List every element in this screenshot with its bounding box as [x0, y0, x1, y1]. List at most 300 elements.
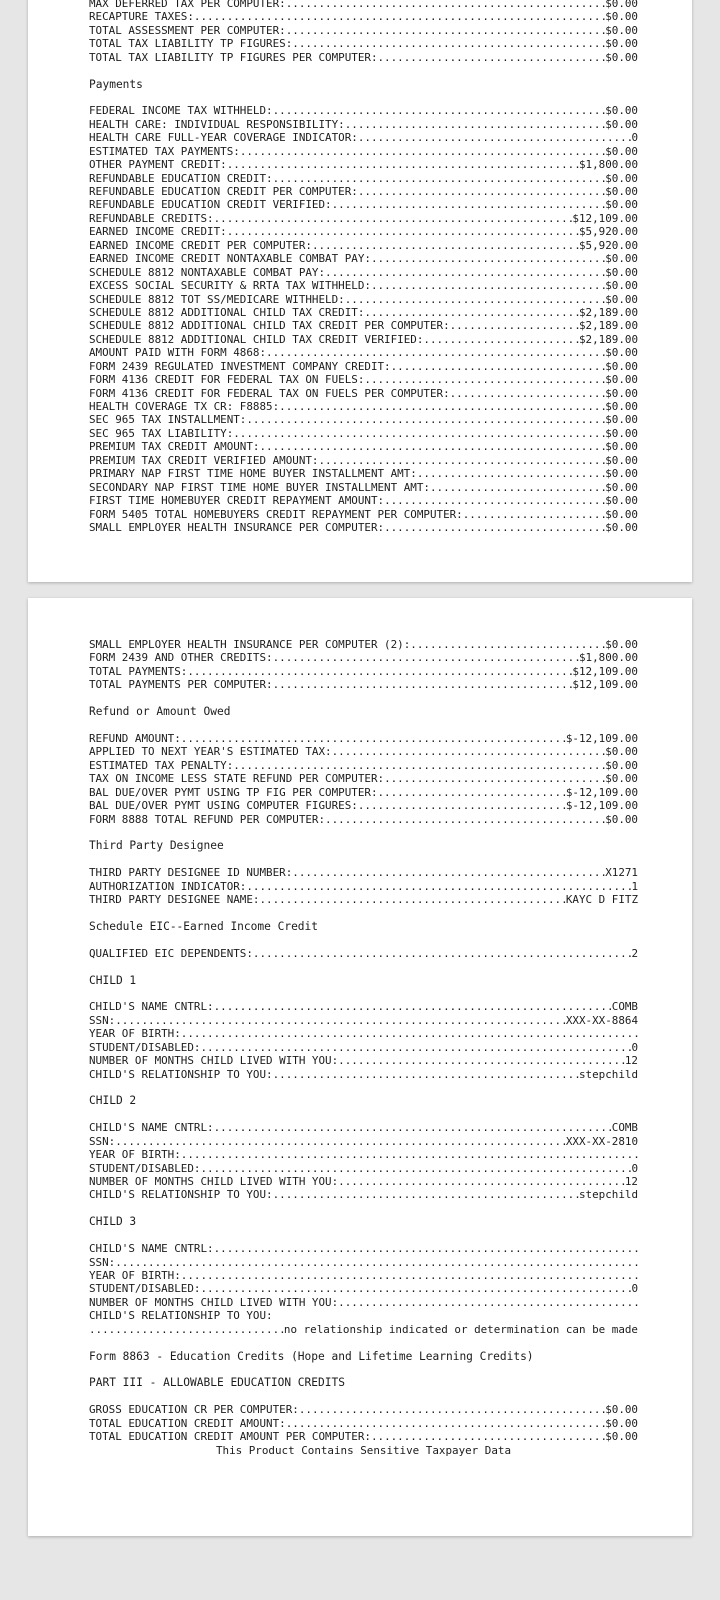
leader-dots: [233, 759, 605, 772]
field-label: FORM 2439 REGULATED INVESTMENT COMPANY CREDIT:: [89, 359, 391, 373]
field-row: [89, 1054, 638, 1067]
field-row: [89, 1269, 638, 1282]
field-label: TOTAL EDUCATION CREDIT AMOUNT PER COMPUTER:: [89, 1430, 371, 1444]
field-value: $0.00: [605, 440, 638, 454]
field-value: $12,109.00: [572, 211, 638, 225]
field-row: [89, 158, 638, 171]
field-value: 12: [624, 1054, 638, 1068]
field-value: $0.00: [605, 745, 638, 759]
field-label: SCHEDULE 8812 TOT SS/MEDICARE WITHHELD:: [89, 292, 345, 306]
field-value: $1,800.00: [578, 158, 638, 172]
field-row: [89, 145, 638, 158]
field-label: SECONDARY NAP FIRST TIME HOME BUYER INSTALLMENT AMT:: [89, 480, 430, 494]
leader-dots: [194, 10, 605, 23]
form-8863-heading: Form 8863 - Education Credits (Hope and Lifetime Learning Credits): [89, 1349, 534, 1363]
field-label: BAL DUE/OVER PYMT USING TP FIG PER COMPUTER:: [89, 785, 378, 799]
field-label: TOTAL TAX LIABILITY TP FIGURES:: [89, 37, 293, 51]
field-row: [89, 893, 638, 906]
refund-heading: Refund or Amount Owed: [89, 705, 231, 719]
field-label: SCHEDULE 8812 ADDITIONAL CHILD TAX CREDIT PER COMPUTER:: [89, 319, 450, 333]
leader-dots: [273, 104, 606, 117]
field-row: [89, 494, 638, 507]
payments-section: [89, 104, 638, 534]
leader-dots: [259, 893, 565, 906]
field-label: EARNED INCOME CREDIT PER COMPUTER:: [89, 238, 312, 252]
field-row: [89, 333, 638, 346]
page-2-content: [89, 638, 638, 1457]
field-row: [89, 319, 638, 332]
field-value: $0.00: [605, 104, 638, 118]
field-label: TOTAL ASSESSMENT PER COMPUTER:: [89, 23, 286, 37]
field-row: [89, 880, 638, 893]
field-value: $0.00: [605, 467, 638, 481]
leader-dots: [378, 786, 566, 799]
leader-dots: [273, 172, 606, 185]
field-label: TAX ON INCOME LESS STATE REFUND PER COMPUTER:: [89, 772, 385, 786]
field-label: PREMIUM TAX CREDIT AMOUNT:: [89, 440, 260, 454]
tax-summary-section: [89, 0, 638, 64]
leader-dots: [325, 813, 605, 826]
field-label: TOTAL PAYMENTS:: [89, 664, 188, 678]
field-label: SCHEDULE 8812 NONTAXABLE COMBAT PAY:: [89, 265, 326, 279]
child-3-section: [89, 1242, 638, 1309]
page-1-content: [89, 0, 638, 534]
leader-dots: [273, 651, 579, 664]
field-label: APPLIED TO NEXT YEAR'S ESTIMATED TAX:: [89, 745, 332, 759]
field-row: [89, 813, 638, 826]
leader-dots: [214, 212, 573, 225]
leader-dots: [325, 266, 605, 279]
field-label: STUDENT/DISABLED:: [89, 1040, 201, 1054]
field-value: 0: [631, 1040, 638, 1054]
child-1-section: [89, 1000, 638, 1081]
field-value: 1: [631, 879, 638, 893]
leader-dots: [345, 293, 605, 306]
field-row: [89, 225, 638, 238]
field-row: [89, 772, 638, 785]
field-label: SMALL EMPLOYER HEALTH INSURANCE PER COMPUTER (2):: [89, 638, 411, 651]
leader-dots: [358, 799, 566, 812]
leader-dots: [299, 1403, 605, 1416]
leader-dots: [279, 400, 605, 413]
field-label: SMALL EMPLOYER HEALTH INSURANCE PER COMPUTER:: [89, 520, 385, 534]
leader-dots: [200, 1041, 631, 1054]
field-label: AUTHORIZATION INDICATOR:: [89, 879, 247, 893]
field-label: NUMBER OF MONTHS CHILD LIVED WITH YOU:: [89, 1295, 339, 1309]
leader-dots: [332, 198, 606, 211]
leader-dots: [384, 494, 605, 507]
field-value: $5,920.00: [578, 225, 638, 239]
field-row: [89, 1417, 638, 1430]
leader-dots: [450, 387, 606, 400]
payments-continued-section: [89, 638, 638, 692]
leader-dots: [273, 1188, 579, 1201]
field-row: [89, 387, 638, 400]
field-value: $2,189.00: [578, 319, 638, 333]
document-page-2: [28, 598, 692, 1536]
field-value: XXX-XX-8864: [565, 1013, 638, 1027]
field-label: TOTAL PAYMENTS PER COMPUTER:: [89, 678, 273, 692]
field-label: PRIMARY NAP FIRST TIME HOME BUYER INSTALLMENT AMT:: [89, 467, 417, 481]
field-label: STUDENT/DISABLED:: [89, 1161, 201, 1175]
field-value: COMB: [611, 1121, 638, 1135]
field-row: [89, 400, 638, 413]
leader-dots: [227, 158, 579, 171]
document-page-1: [28, 0, 692, 582]
field-row: [89, 266, 638, 279]
child-3-relationship-row: [89, 1323, 638, 1336]
field-label: RECAPTURE TAXES:: [89, 10, 194, 24]
field-value: $0.00: [605, 400, 638, 414]
leader-dots: [214, 1000, 612, 1013]
field-row: [89, 665, 638, 678]
field-value: $0.00: [605, 480, 638, 494]
leader-dots: [233, 427, 605, 440]
field-value: 2: [631, 946, 638, 960]
field-row: [89, 866, 638, 879]
field-value: $-12,109.00: [565, 785, 638, 799]
leader-dots: [345, 118, 605, 131]
field-row: [89, 427, 638, 440]
field-row: [89, 1175, 638, 1188]
field-value: $0.00: [605, 198, 638, 212]
field-row: [89, 1242, 638, 1255]
field-value: $0.00: [605, 507, 638, 521]
field-value: $0.00: [605, 359, 638, 373]
field-value: $0.00: [605, 812, 638, 826]
leader-dots: [115, 1135, 566, 1148]
leader-dots: [181, 1269, 638, 1282]
field-row: [89, 1135, 638, 1148]
field-label: REFUNDABLE EDUCATION CREDIT VERIFIED:: [89, 198, 332, 212]
field-row: [89, 467, 638, 480]
field-label: YEAR OF BIRTH:: [89, 1027, 181, 1041]
field-row: [89, 346, 638, 359]
field-value: 12: [624, 1175, 638, 1189]
field-label: HEALTH COVERAGE TX CR: F8885:: [89, 400, 280, 414]
field-label: REFUNDABLE EDUCATION CREDIT PER COMPUTER:: [89, 185, 358, 199]
leader-dots: [200, 1162, 631, 1175]
third-party-heading: Third Party Designee: [89, 839, 224, 853]
field-value: $0.00: [605, 453, 638, 467]
leader-dots: [450, 319, 579, 332]
field-value: $2,189.00: [578, 332, 638, 346]
field-label: HEALTH CARE: INDIVIDUAL RESPONSIBILITY:: [89, 117, 345, 131]
field-value: $0.00: [605, 638, 638, 651]
field-value: $0.00: [605, 758, 638, 772]
field-label: QUALIFIED EIC DEPENDENTS:: [89, 946, 253, 960]
field-value: $12,109.00: [572, 678, 638, 692]
field-value: $12,109.00: [572, 664, 638, 678]
field-label: FORM 8888 TOTAL REFUND PER COMPUTER:: [89, 812, 326, 826]
field-row: [89, 172, 638, 185]
leader-dots: [266, 346, 605, 359]
field-value: $1,800.00: [578, 651, 638, 665]
leader-dots: [214, 1121, 612, 1134]
leader-dots: [319, 454, 606, 467]
refund-section: [89, 732, 638, 826]
field-label: FORM 4136 CREDIT FOR FEDERAL TAX ON FUELS:: [89, 373, 365, 387]
field-value: $0.00: [605, 50, 638, 64]
field-label: PREMIUM TAX CREDIT VERIFIED AMOUNT:: [89, 453, 319, 467]
field-row: [89, 454, 638, 467]
child-1-heading: CHILD 1: [89, 973, 137, 987]
field-label: SCHEDULE 8812 ADDITIONAL CHILD TAX CREDIT VERIFIED:: [89, 332, 424, 346]
field-label: OTHER PAYMENT CREDIT:: [89, 158, 227, 172]
field-label: CHILD'S RELATIONSHIP TO YOU:: [89, 1067, 273, 1081]
field-value: $0.00: [605, 1430, 638, 1444]
field-label: NUMBER OF MONTHS CHILD LIVED WITH YOU:: [89, 1175, 339, 1189]
field-label: FORM 2439 AND OTHER CREDITS:: [89, 651, 273, 665]
field-row: [89, 1256, 638, 1269]
field-value: $0.00: [605, 252, 638, 266]
field-value: 0: [631, 1161, 638, 1175]
field-label: SSN:: [89, 1013, 116, 1027]
leader-dots: [312, 239, 579, 252]
field-value: $0.00: [605, 117, 638, 131]
field-label: FIRST TIME HOMEBUYER CREDIT REPAYMENT AMOUNT:: [89, 494, 385, 508]
part-3-heading: PART III - ALLOWABLE EDUCATION CREDITS: [89, 1376, 345, 1390]
field-row: [89, 279, 638, 292]
leader-dots: [378, 51, 606, 64]
field-value: $0.00: [605, 494, 638, 508]
leader-dots: [115, 1256, 638, 1269]
field-value: $-12,109.00: [565, 731, 638, 745]
leader-dots: [417, 467, 605, 480]
field-value: $2,189.00: [578, 305, 638, 319]
field-label: GROSS EDUCATION CR PER COMPUTER:: [89, 1403, 299, 1417]
field-value: $0.00: [605, 373, 638, 387]
field-row: [89, 1027, 638, 1040]
field-value: $5,920.00: [578, 238, 638, 252]
field-label: REFUND AMOUNT:: [89, 731, 181, 745]
field-label: FORM 4136 CREDIT FOR FEDERAL TAX ON FUELS PER COMPUTER:: [89, 386, 450, 400]
field-value: $0.00: [605, 772, 638, 786]
leader-dots: [358, 185, 605, 198]
leader-dots: [181, 1027, 638, 1040]
field-row: [89, 37, 638, 50]
leader-dots: [364, 373, 605, 386]
field-row: [89, 0, 638, 10]
field-value: $0.00: [605, 23, 638, 37]
leader-dots: [338, 1296, 638, 1309]
leader-dots: [371, 1430, 605, 1443]
payments-heading: Payments: [89, 77, 143, 91]
field-row: [89, 1162, 638, 1175]
field-label: CHILD'S NAME CNTRL:: [89, 1242, 214, 1256]
field-value: $0.00: [605, 144, 638, 158]
field-label: NUMBER OF MONTHS CHILD LIVED WITH YOU:: [89, 1054, 339, 1068]
leader-dots: [463, 508, 605, 521]
field-value: $0.00: [605, 10, 638, 24]
field-value: X1271: [605, 866, 638, 880]
field-row: [89, 786, 638, 799]
field-value: $0.00: [605, 1416, 638, 1430]
field-value: $0.00: [605, 520, 638, 534]
field-row: [89, 131, 638, 144]
field-value: $0.00: [605, 265, 638, 279]
field-label: CHILD'S RELATIONSHIP TO YOU:: [89, 1188, 273, 1202]
field-row: [89, 521, 638, 534]
field-value: $0.00: [605, 0, 638, 10]
field-value: 0: [631, 1282, 638, 1296]
leader-dots: [286, 0, 606, 10]
field-label: REFUNDABLE CREDITS:: [89, 211, 214, 225]
leader-dots: [364, 306, 579, 319]
field-row: [89, 638, 638, 651]
leader-dots: [423, 333, 579, 346]
leader-dots: [181, 1148, 638, 1161]
field-row: [89, 51, 638, 64]
leader-dots: [286, 1417, 606, 1430]
field-value: $0.00: [605, 292, 638, 306]
field-row: [89, 212, 638, 225]
leader-dots: [292, 37, 605, 50]
field-row: [89, 1430, 638, 1443]
field-row: [89, 104, 638, 117]
field-row: [89, 508, 638, 521]
leader-dots: [338, 1175, 625, 1188]
child-2-section: [89, 1121, 638, 1202]
field-row: [89, 293, 638, 306]
field-row: [89, 360, 638, 373]
field-label: FORM 5405 TOTAL HOMEBUYERS CREDIT REPAYMENT PER COMPUTER:: [89, 507, 463, 521]
leader-dots: [214, 1242, 638, 1255]
field-row: [89, 1188, 638, 1201]
field-row: [89, 252, 638, 265]
field-value: $0.00: [605, 386, 638, 400]
field-row: [89, 799, 638, 812]
field-label: ESTIMATED TAX PAYMENTS:: [89, 144, 240, 158]
field-row: [89, 481, 638, 494]
field-row: [89, 1148, 638, 1161]
leader-dots: [246, 880, 631, 893]
field-label: HEALTH CARE FULL-YEAR COVERAGE INDICATOR:: [89, 131, 358, 145]
field-label: TOTAL EDUCATION CREDIT AMOUNT:: [89, 1416, 286, 1430]
field-row: [89, 306, 638, 319]
field-label: EARNED INCOME CREDIT:: [89, 225, 227, 239]
leader-dots: [410, 638, 605, 651]
child-3-relationship-label: CHILD'S RELATIONSHIP TO YOU:: [89, 1309, 273, 1323]
leader-dots: [391, 360, 606, 373]
field-label: SSN:: [89, 1134, 116, 1148]
field-label: THIRD PARTY DESIGNEE NAME:: [89, 893, 260, 907]
field-label: EARNED INCOME CREDIT NONTAXABLE COMBAT PAY:: [89, 252, 371, 266]
field-row: [89, 440, 638, 453]
leader-dots: [371, 279, 605, 292]
field-label: AMOUNT PAID WITH FORM 4868:: [89, 346, 267, 360]
field-label: TOTAL TAX LIABILITY TP FIGURES PER COMPUTER:: [89, 50, 378, 64]
field-row: [89, 745, 638, 758]
field-value: KAYC D FITZ: [565, 893, 638, 907]
eic-heading: Schedule EIC--Earned Income Credit: [89, 919, 319, 933]
leader-dots: [115, 1014, 566, 1027]
field-row: [89, 1000, 638, 1013]
field-value: $0.00: [605, 346, 638, 360]
field-value: stepchild: [578, 1188, 638, 1202]
leader-dots: [286, 24, 606, 37]
leader-dots: [338, 1054, 625, 1067]
field-value: $-12,109.00: [565, 799, 638, 813]
leader-dots: [246, 413, 605, 426]
field-value: $0.00: [605, 171, 638, 185]
field-row: [89, 118, 638, 131]
field-label: SEC 965 TAX INSTALLMENT:: [89, 413, 247, 427]
field-label: SSN:: [89, 1255, 116, 1269]
field-label: CHILD'S NAME CNTRL:: [89, 1121, 214, 1135]
field-label: EXCESS SOCIAL SECURITY & RRTA TAX WITHHELD:: [89, 279, 371, 293]
field-value: XXX-XX-2810: [565, 1134, 638, 1148]
field-row: [89, 732, 638, 745]
field-value: 0: [631, 131, 638, 145]
field-row: [89, 24, 638, 37]
education-credits-section: [89, 1403, 638, 1443]
leader-dots: [332, 745, 606, 758]
field-value: $0.00: [605, 37, 638, 51]
field-row: [89, 10, 638, 23]
field-row: [89, 239, 638, 252]
sensitive-data-notice: This Product Contains Sensitive Taxpayer Data: [215, 1443, 512, 1457]
field-row: [89, 373, 638, 386]
field-label: FEDERAL INCOME TAX WITHHELD:: [89, 104, 273, 118]
field-row: [89, 1041, 638, 1054]
field-value: $0.00: [605, 279, 638, 293]
field-label: MAX DEFERRED TAX PER COMPUTER:: [89, 0, 286, 10]
leader-dots: [292, 866, 605, 879]
field-value: $0.00: [605, 185, 638, 199]
leader-dots: [273, 678, 573, 691]
third-party-section: [89, 866, 638, 906]
field-value: $0.00: [605, 413, 638, 427]
field-row: [89, 1121, 638, 1134]
field-row: [89, 1068, 638, 1081]
child-3-heading: CHILD 3: [89, 1215, 137, 1229]
field-value: COMB: [611, 1000, 638, 1014]
leader-dots: [358, 131, 632, 144]
field-row: [89, 678, 638, 691]
field-label: SCHEDULE 8812 ADDITIONAL CHILD TAX CREDIT:: [89, 305, 365, 319]
leader-dots: [181, 732, 566, 745]
leader-dots: [227, 225, 579, 238]
field-row: [89, 1014, 638, 1027]
field-label: SEC 965 TAX LIABILITY:: [89, 426, 234, 440]
field-row: [89, 198, 638, 211]
field-row: [89, 1282, 638, 1295]
leader-dots: [384, 772, 605, 785]
leader-dots: [430, 481, 605, 494]
field-label: THIRD PARTY DESIGNEE ID NUMBER:: [89, 866, 293, 880]
field-row: [89, 413, 638, 426]
leader-dots: [253, 947, 632, 960]
field-label: CHILD'S NAME CNTRL:: [89, 1000, 214, 1014]
field-row: [89, 1403, 638, 1416]
field-label: ESTIMATED TAX PENALTY:: [89, 758, 234, 772]
field-row: [89, 947, 638, 960]
leader-dots: [200, 1282, 631, 1295]
field-label: YEAR OF BIRTH:: [89, 1269, 181, 1282]
child-3-relationship-value: no relationship indicated or determination can be made: [283, 1322, 638, 1336]
field-value: $0.00: [605, 1403, 638, 1417]
field-label: BAL DUE/OVER PYMT USING COMPUTER FIGURES:: [89, 799, 358, 813]
field-label: STUDENT/DISABLED:: [89, 1282, 201, 1296]
leader-dots: [240, 145, 605, 158]
field-row: [89, 651, 638, 664]
leader-dots: [89, 1323, 284, 1336]
child-2-heading: CHILD 2: [89, 1094, 137, 1108]
field-label: YEAR OF BIRTH:: [89, 1148, 181, 1162]
field-row: [89, 759, 638, 772]
eic-section: [89, 947, 638, 960]
